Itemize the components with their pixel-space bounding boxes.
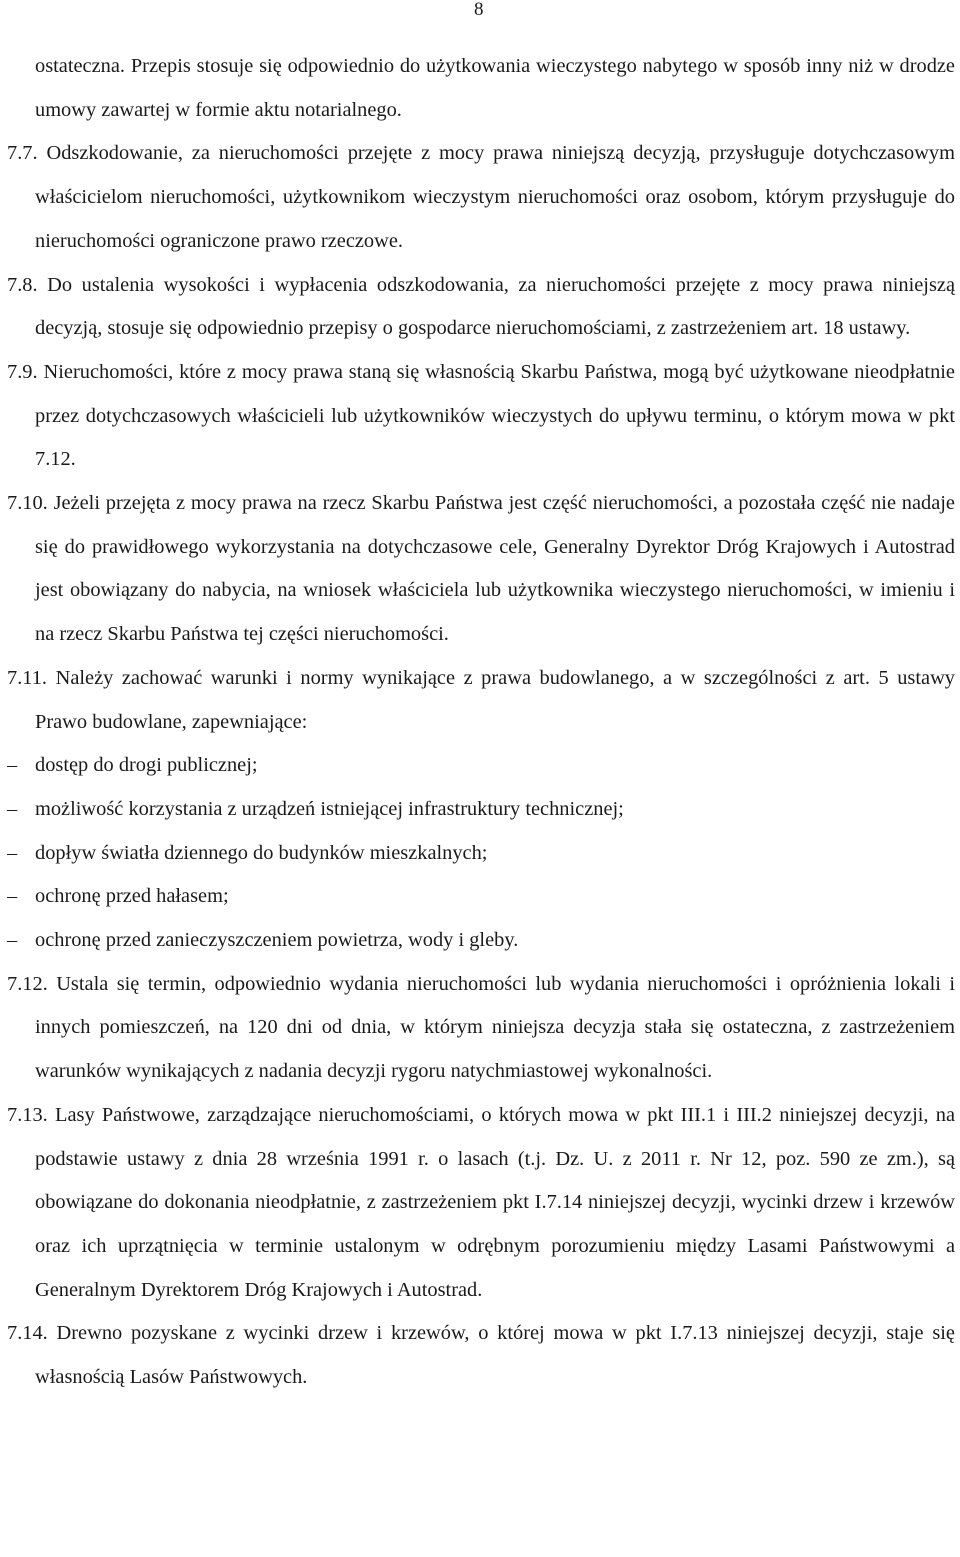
paragraph-text: Nieruchomości, które z mocy prawa staną się własnością Skarbu Państwa, mogą być użytkowane nieodpłatnie przez dotychczasowych właścicieli lub użytkowników wieczystych do upływu terminu, o którym mowa w pkt 7.12.	[35, 360, 955, 471]
paragraph-intro-text: ostateczna. Przepis stosuje się odpowiednio do użytkowania wieczystego nabytego w sposób inny niż w drodze umowy zawartej w formie aktu notarialnego.	[35, 55, 955, 121]
section-number: 7.8.	[7, 273, 38, 296]
paragraph-7-7	[7, 132, 955, 263]
list-item	[7, 744, 955, 788]
list-item-text: dostęp do drogi publicznej;	[35, 754, 258, 777]
paragraph-text: Ustala się termin, odpowiednio wydania nieruchomości lub wydania nieruchomości i opróżnienia lokali i innych pomieszczeń, na 120 dni od dnia, w którym niniejsza decyzja stała się ostateczna, z zastrzeżeniem warunków wynikających z nadania decyzji rygoru natychmiastowej wykonalności.	[35, 972, 955, 1083]
list-item	[7, 788, 955, 832]
paragraph-text: Jeżeli przejęta z mocy prawa na rzecz Skarbu Państwa jest część nieruchomości, a pozostała część nie nadaje się do prawidłowego wykorzystania na dotychczasowe cele, Generalny Dyrektor Dróg Krajowych i Autostrad jest obowiązany do nabycia, na wniosek właściciela lub użytkownika wieczystego nieruchomości, w imieniu i na rzecz Skarbu Państwa tej części nieruchomości.	[35, 492, 955, 646]
list-item	[7, 832, 955, 876]
list-item	[7, 919, 955, 963]
paragraph-intro	[35, 45, 955, 132]
page-number: 8	[474, 0, 484, 20]
paragraph-text: Lasy Państwowe, zarządzające nieruchomościami, o których mowa w pkt III.1 i III.2 niniejszej decyzji, na podstawie ustawy z dnia 28 września 1991 r. o lasach (t.j. Dz. U. z 2011 r. Nr 12, poz. 590 ze zm.), są obowiązane do dokonania nieodpłatnie, z zastrzeżeniem pkt I.7.14 niniejszej decyzji, wycinki drzew i krzewów oraz ich uprzątnięcia w terminie ustalonym w odrębnym porozumieniu między Lasami Państwowymi a Generalnym Dyrektorem Dróg Krajowych i Autostrad.	[35, 1103, 955, 1301]
paragraph-7-12	[7, 963, 955, 1094]
section-number: 7.11.	[7, 666, 48, 689]
paragraph-text: Odszkodowanie, za nieruchomości przejęte z mocy prawa niniejszą decyzją, przysługuje dotychczasowym właścicielom nieruchomości, użytkownikom wieczystym nieruchomości oraz osobom, którym przysługuje do nieruchomości ograniczone prawo rzeczowe.	[35, 142, 955, 252]
dash-bullet: –	[7, 885, 18, 908]
list-item-text: ochronę przed zanieczyszczeniem powietrza, wody i gleby.	[35, 929, 519, 952]
paragraph-text: Należy zachować warunki i normy wynikające z prawa budowlanego, a w szczególności z art. 5 ustawy Prawo budowlane, zapewniające:	[35, 666, 955, 733]
paragraph-7-14	[7, 1312, 955, 1399]
list-item-text: ochronę przed hałasem;	[35, 885, 229, 908]
dash-bullet: –	[7, 929, 18, 952]
dash-bullet: –	[7, 754, 18, 777]
section-number: 7.12.	[7, 972, 48, 995]
section-number: 7.9.	[7, 360, 38, 383]
section-number: 7.7.	[7, 142, 38, 165]
paragraph-text: Do ustalenia wysokości i wypłacenia odszkodowania, za nieruchomości przejęte z mocy prawa niniejszą decyzją, stosuje się odpowiednio przepisy o gospodarce nieruchomościami, z zastrzeżeniem art. 18 ustawy.	[35, 273, 955, 340]
list-item-text: dopływ światła dziennego do budynków mieszkalnych;	[35, 841, 488, 864]
dash-list	[7, 744, 955, 963]
section-number: 7.10.	[7, 492, 48, 515]
paragraph-7-8	[7, 264, 955, 351]
paragraph-7-10	[7, 482, 955, 657]
dash-bullet: –	[7, 841, 18, 864]
list-item	[7, 875, 955, 919]
dash-bullet: –	[7, 797, 18, 820]
paragraph-7-9	[7, 351, 955, 482]
list-item-text: możliwość korzystania z urządzeń istniejącej infrastruktury technicznej;	[35, 797, 624, 820]
paragraph-7-11	[7, 657, 955, 744]
paragraph-7-13	[7, 1094, 955, 1313]
paragraph-text: Drewno pozyskane z wycinki drzew i krzewów, o której mowa w pkt I.7.13 niniejszej decyzji, staje się własnością Lasów Państwowych.	[35, 1322, 955, 1389]
document-body	[7, 45, 955, 1400]
section-number: 7.13.	[7, 1103, 48, 1126]
section-number: 7.14.	[7, 1322, 48, 1345]
